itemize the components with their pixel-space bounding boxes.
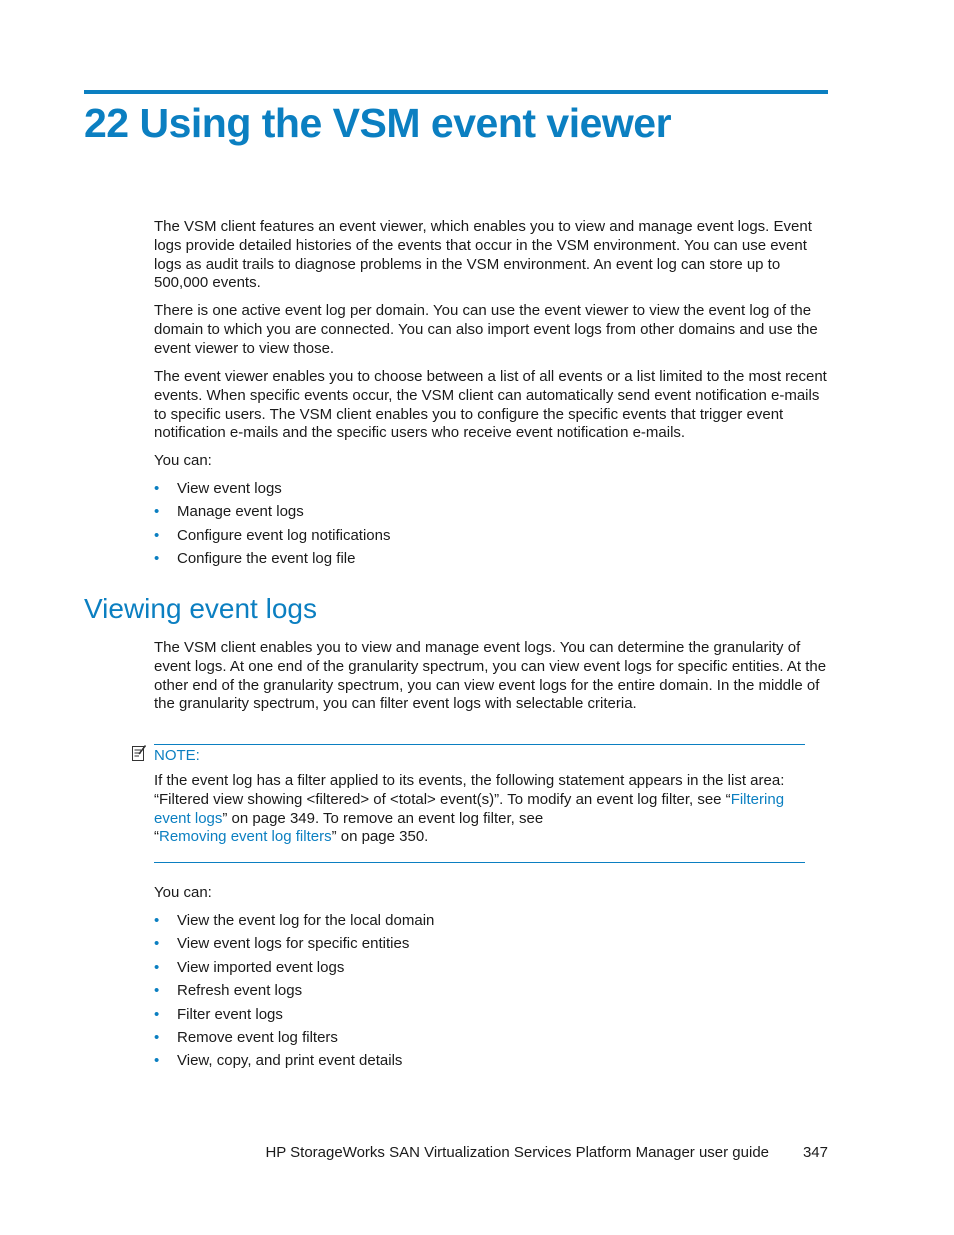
list-item: • Refresh event logs [154,981,434,1004]
note-icon [132,745,146,761]
section-heading: Viewing event logs [84,593,317,624]
removing-event-log-filters-link[interactable]: Removing event log filters [159,828,332,846]
list-item: • Filter event logs [154,1005,434,1028]
section-bullet-list [154,911,434,1075]
note-text: If the event log has a filter applied to its events, the following statement appears in the list area: “Filtered view showing <filtered> of <total> event(s)”. To modify an event log filter, see “Filtering event logs” on page 349. To remove an event log filter, see “Removing event log filters” on page 350. [154,772,785,846]
list-item: • View imported event logs [154,958,434,981]
list-item: • Manage event logs [154,502,390,525]
section-paragraph: The VSM client enables you to view and manage event logs. You can determine the granularity of event logs. At one end of the granularity spectrum, you can view event logs for specific entities. At the other end of the granularity spectrum, you can view event logs for the entire domain. In the middle of the granularity spectrum, you can filter event logs with selectable criteria. [154,639,827,713]
footer-guide-title: HP StorageWorks SAN Virtualization Services Platform Manager user guide [265,1144,769,1161]
filtering-event-logs-link[interactable]: Filtering event logs [154,790,785,827]
list-item: • View event logs [154,479,390,502]
intro-bullet-list [154,479,390,573]
list-item: • Configure event log notifications [154,526,390,549]
note-label: NOTE: [154,747,200,764]
intro-paragraph-2: There is one active event log per domain. You can use the event viewer to view the event log of the domain to which you are connected. You can also import event logs from other domains and use the event viewer to view those. [154,302,818,357]
list-item: • Remove event log filters [154,1028,434,1051]
intro-paragraph-3: The event viewer enables you to choose between a list of all events or a list limited to the most recent events. When specific events occur, the VSM client can automatically send event notification e-mails to specific users. The VSM client enables you to configure the specific events that trigger event notification e-mails and the specific users who receive event notification e-mails. [154,368,827,442]
list-item: • View the event log for the local domain [154,911,434,934]
intro-you-can: You can: [154,452,212,469]
chapter-title: 22 Using the VSM event viewer [84,100,672,146]
section-you-can: You can: [154,884,212,901]
note-top-rule [154,744,805,745]
note-bottom-rule [154,862,805,863]
list-item: • View, copy, and print event details [154,1051,434,1074]
list-item: • View event logs for specific entities [154,934,434,957]
list-item: • Configure the event log file [154,549,390,572]
chapter-top-rule [84,90,828,94]
intro-paragraph-1: The VSM client features an event viewer, which enables you to view and manage event logs. Event logs provide detailed histories of the events that occur in the VSM environment. You can use event logs as audit trails to diagnose problems in the VSM environment. An event log can store up to 500,000 events. [154,218,812,292]
footer-page-number: 347 [802,1144,828,1161]
